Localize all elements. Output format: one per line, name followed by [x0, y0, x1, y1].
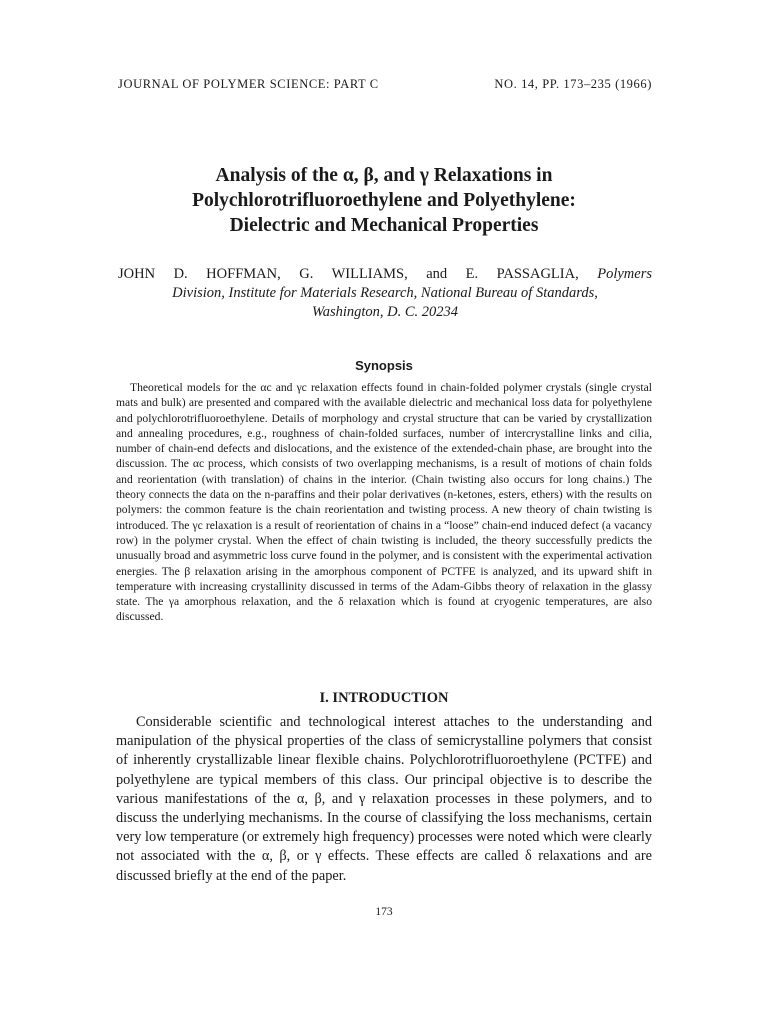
division-lead: Polymers [597, 266, 652, 282]
section-heading-introduction: I. INTRODUCTION [319, 690, 449, 706]
journal-name: JOURNAL OF POLYMER SCIENCE: PART C [118, 77, 379, 91]
issue-info: NO. 14, PP. 173–235 (1966) [494, 77, 652, 91]
author-names: JOHN D. HOFFMAN, G. WILLIAMS, and E. PASSAGLIA, [118, 266, 579, 282]
synopsis-heading: Synopsis [355, 358, 413, 373]
location: Washington, D. C. 20234 [311, 304, 459, 320]
title-line-1: Analysis of the α, β, and γ Relaxations in [215, 165, 553, 186]
running-head [118, 77, 652, 92]
title-line-2: Polychlorotrifluoroethylene and Polyethylene: [192, 190, 576, 211]
introduction-text: Considerable scientific and technological interest attaches to the understanding and manipulation of the physical properties of the class of semicrystalline polymers that consist of inherently crystallizable linear flexible chains. Polychlorotrifluoroethylene (PCTFE) and polyethylene are typical members of this class. Our principal objective is to describe the various manifestations of the α, β, and γ relaxation processes in these polymers, and to discuss the underlying mechanisms. In the course of classifying the loss mechanisms, certain very low temperature (or extremely high frequency) processes were noted which were clearly not associated with the α, β, or γ effects. These effects are called δ relaxations and are discussed briefly at the end of the paper. [116, 714, 652, 884]
author-names-line [118, 265, 652, 284]
title-line-3: Dielectric and Mechanical Properties [229, 215, 539, 236]
synopsis-text: Theoretical models for the αc and γc relaxation effects found in chain-folded polymer crystals (single crystal mats and bulk) are presented and compared with the available dielectric and mechanical loss data for polyethylene and polychlorotrifluoroethylene. Details of morphology and crystal structure that can be varied by crystallization and annealing procedures, e.g., roughness of chain-folded surfaces, number of intercrystalline links and cilia, number of chain-end defects and dislocations, and the existence of the extended-chain phase, are brought into the discussion. The αc process, which consists of two overlapping mechanisms, is a result of motions of chain folds and reorientation (with translation) of chains in the interior. (Chain twisting also occurs for long chains.) The theory connects the data on the n-paraffins and their polar derivatives (n-ketones, esters, ethers) with the results on polymers: the common feature is the chain reorientation and twisting process. A new theory of chain twisting is introduced. The γc relaxation is a result of reorientation of chains in a “loose” chain-end induced defect (a vacancy row) in the polymer crystal. When the effect of chain twisting is included, the theory successfully predicts the unusually broad and asymmetric loss curve found in the polymer, and is consistent with the experimental activation energies. The β relaxation arising in the amorphous component of PCTFE is analyzed, and its upward shift in temperature with increasing crystallinity discussed in terms of the Adam-Gibbs theory of relaxation in the glassy state. The γa amorphous relaxation, and the δ relaxation which is found at cryogenic temperatures, are also discussed. [116, 381, 652, 624]
page-number: 173 [375, 906, 393, 918]
article-title [60, 163, 708, 238]
affiliation: Division, Institute for Materials Research, National Bureau of Standards, [172, 285, 598, 301]
author-block [118, 265, 652, 322]
